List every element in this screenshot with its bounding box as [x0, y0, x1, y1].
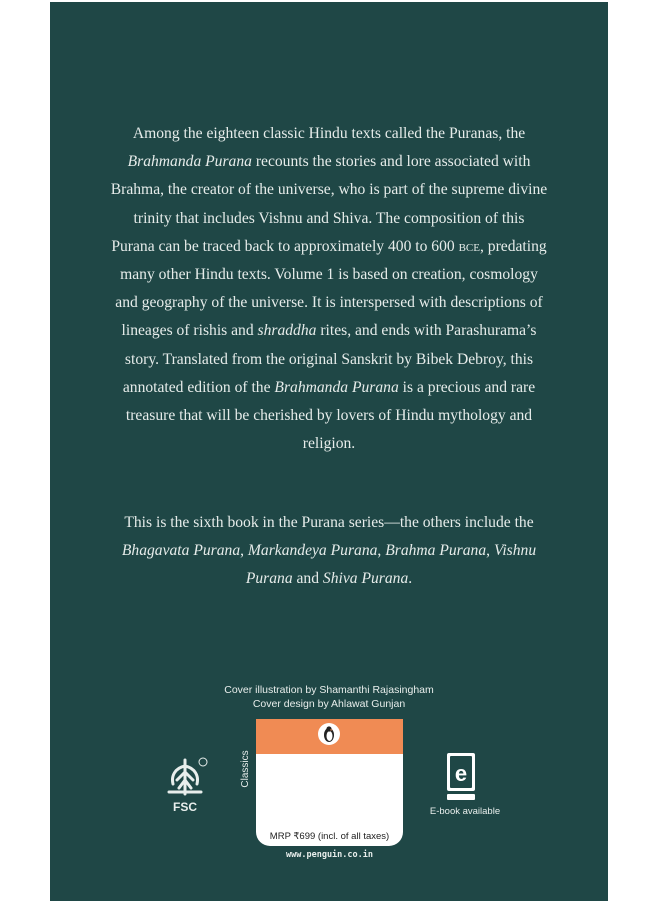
- ebook-letter: e: [454, 761, 468, 786]
- back-cover: [50, 2, 608, 901]
- price-barcode-box: [256, 719, 403, 846]
- fsc-logo: [163, 754, 213, 816]
- ebook-logo: [446, 752, 476, 802]
- illustration-credit: Cover illustration by Shamanthi Rajasingham: [224, 684, 434, 696]
- fsc-label: FSC: [173, 800, 197, 814]
- blurb-text-1: Among the eighteen classic Hindu texts called the Puranas, the Brahmanda Purana recounts the stories and lore associated with Brahma, the creator of the universe, who is part of the supreme divine trinity that includes Vishnu and Shiva. The composition of this Purana can be traced back to approximately 400 to 600 bce, predating many other Hindu texts. Volume 1 is based on creation, cosmology and geography of the universe. It is interspersed with descriptions of lineages of rishis and shraddha rites, and ends with Parashurama’s story. Translated from the original Sanskrit by Bibek Debroy, this annotated edition of the Brahmanda Purana is a precious and rare treasure that will be cherished by lovers of Hindu mythology and religion.: [110, 125, 548, 453]
- blurb-text-2: This is the sixth book in the Purana series—the others include the Bhagavata Purana, Markandeya Purana, Brahma Purana, Vishnu Purana and Shiva Purana.: [121, 514, 537, 588]
- blurb-paragraph-1: [110, 120, 548, 458]
- blurb-paragraph-2: [110, 509, 548, 594]
- penguin-icon: [322, 725, 336, 743]
- orange-band: [256, 719, 403, 754]
- fsc-tree-icon: [163, 754, 213, 816]
- design-credit: Cover design by Ahlawat Gunjan: [252, 697, 406, 710]
- ebook-icon: [446, 752, 476, 802]
- ebook-label: E-book available: [429, 806, 501, 817]
- classics-label: Classics: [240, 750, 251, 788]
- penguin-logo: [318, 723, 340, 745]
- cover-credits: [50, 684, 608, 711]
- mrp-price: MRP ₹699 (incl. of all taxes): [269, 831, 390, 842]
- website-url: www.penguin.co.in: [286, 850, 373, 860]
